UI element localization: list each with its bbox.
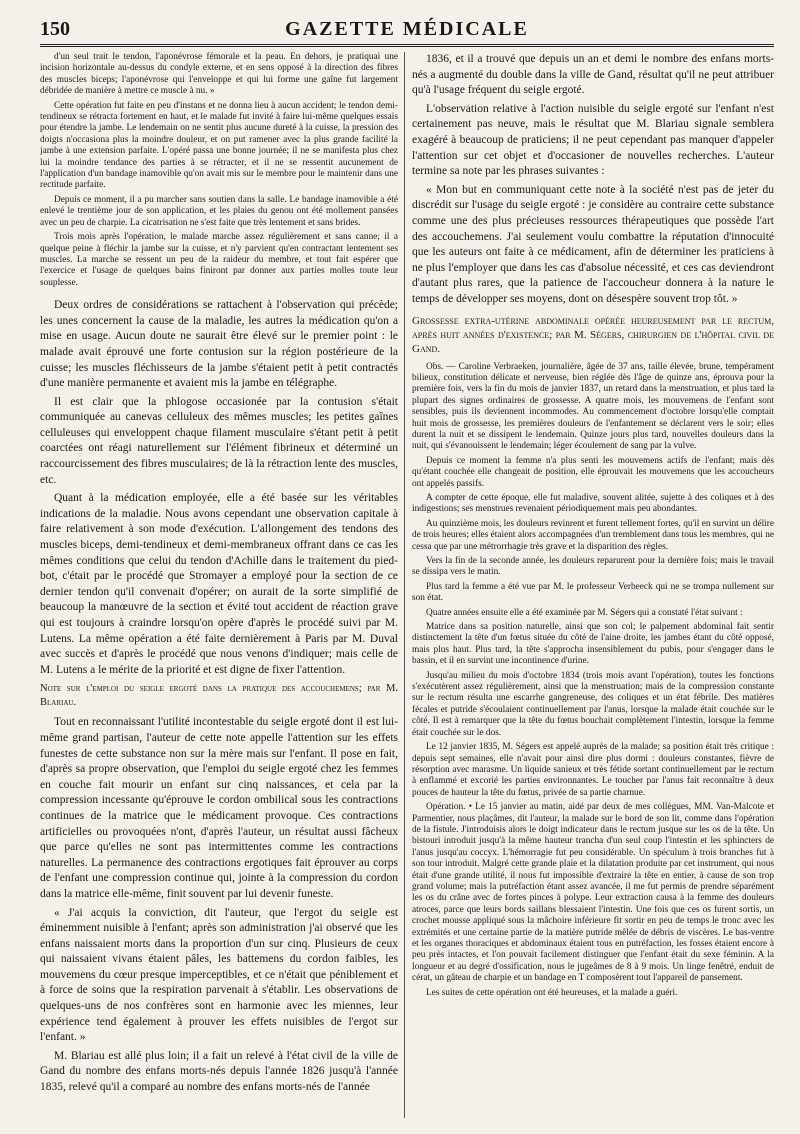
column-divider bbox=[404, 52, 405, 1118]
paragraph: M. Blariau est allé plus loin; il a fait un relevé à l'état civil de la ville de Gand du nombre des enfans morts-nés depuis l'année 1826 jusqu'à l'année 1835, relevé qu'il a comparé au nombre des enfans morts-nés de l'année bbox=[40, 1049, 398, 1094]
article-title-grossesse: Grossesse extra-utérine abdominale opérée heureusement par le rectum, après huit années d'existence; par M. Ségers, chirurgien de l'hôpital civil de Gand. bbox=[412, 314, 774, 355]
paragraph: Tout en reconnaissant l'utilité incontestable du seigle ergoté dont il est lui-même grand partisan, l'auteur de cette note appelle l'attention sur les effets funestes de cette substance non sur la mère mais sur l'enfant. Il pose en fait, d'après sa propre observation, que l'emploi du seigle ergoté chez les femmes en couche fait mourir un enfant sur cinq naissances, et cela par la compression incessante qu'éprouve le cordon ombilical sous les contractions continues de la matrice que le médicament provoque. Ces contractions artificielles ou provoquées n'ont, d'après l'auteur, un résultat aussi fâcheux que parce qu'elles ne sont pas intermittentes comme les contractions naturelles. La permanence des contractions ergotiques fait éprouver au corps de l'enfant une compression continue qui, jointe à la compression du cordon dans la matrice elle-même, finit souvent par lui devenir funeste. bbox=[40, 716, 398, 900]
newspaper-page bbox=[40, 18, 774, 1118]
paragraph: Jusqu'au milieu du mois d'octobre 1834 (trois mois avant l'opération), toutes les fonctions s'exécutèrent assez régulièrement, ainsi que la menstruation; mais de la compression constante sur le rectum résulta une escarrhe gangreneuse, des coliques et un état fébrile. Des matières fécales et putride s'écoulaient continuellement par l'anus, lorsque la malade était couchée sur le côté. Il est à remarquer que la tête du fœtus bouchait complètement l'intestin, lorsque la femme était couchée sur le dos. bbox=[412, 670, 774, 738]
paragraph: Obs. — Caroline Verbraeken, journalière, âgée de 37 ans, taille élevée, brune, tempérament bilieux, constitution délicate et nerveuse, bien réglée dès l'âge de quinze ans, éprouva pour la première fois, vers la fin du mois de janvier 1837, un retard dans la menstruation, et plus tard la plupart des signes ordinaires de grossesse. A quatre mois, les mouvemens de l'enfant sont sensibles, puis ils deviennent incommodes. Au commencement d'octobre lorsqu'elle comptait huit mois de grossesse, les premières douleurs de l'enfantement se déclarent vers le soir; elles durent la nuit et se dissipent le lendemain. Quinze jours plus tard, nouvelles douleurs dans la nuit, qui s'évanouissent le lendemain; léger écoulement de sang par la vulve. bbox=[412, 361, 774, 452]
page-number: 150 bbox=[40, 18, 70, 40]
paragraph: Vers la fin de la seconde année, les douleurs reparurent pour la dernière fois; mais le travail se dissipa vers le matin. bbox=[412, 556, 774, 578]
paragraph: Le 12 janvier 1835, M. Ségers est appelé auprès de la malade; sa position était très critique : depuis sept semaines, elle n'avait pour ainsi dire plus dormi : douleurs constantes, fièvre de résorption avec marasme. Un liquide sanieux et très fétide sortant continuellement par le rectum à enflammé et excorié les parties environnantes. Le toucher par l'anus fait reconnaître à deux pouces de hauteur la tête du fœtus, privée de sa partie charnue. bbox=[412, 742, 774, 798]
paragraph: Deux ordres de considérations se rattachent à l'observation qui précède; les unes concernent la cause de la maladie, les autres la médication qu'on a mise en usage. Aucun doute ne saurait être élevé sur le premier point : le malade avait éprouvé une forte contusion sur la région postérieure de la cuisse; les muscles fléchisseurs de la jambe s'étaient petit à petit contractés d'une manière permanente et avaient mis la jambe en télégraphe. bbox=[40, 299, 398, 390]
page-header bbox=[40, 18, 774, 47]
paragraph: Plus tard la femme a été vue par M. le professeur Verbeeck qui ne se trompa nullement sur son état. bbox=[412, 581, 774, 604]
paragraph: Opération. • Le 15 janvier au matin, aidé par deux de mes collègues, MM. Van-Malcote et Parmentier, nous plaçâmes, dit l'auteur, la malade sur le bord de son lit, comme dans l'opération de la fistule. J'introduisis alors le doigt indicateur dans le rectum jusque sur les os de la tête. Un bistouri introduit jusqu'à la même hauteur trancha d'un seul coup l'intestin et les sphincters de l'anus jusqu'au coccyx. L'hémorragie fut peu considérable. Un spéculum à trois branches fut à son tour introduit. Malgré cette grande plaie et la dilatation produite par cet instrument, qui nous était d'une grande utilité, il nous fut impossible d'extraire la tête en entier, à cause de son trop grand volume; mais la putréfaction étant assez avancée, il me fut permis de prendre séparément les os du crâne avec de fortes pinces à polype. Leur extraction causa à la femme des douleurs atroces, parce que leurs bords saillans blessaient l'intestin. Une fois que ces os furent sortis, un crochet mousse appliqué sous la mâchoire inférieure fit sortir en peu de temps le tronc avec les extrémités et une certaine partie de la matière putride mêlée de débris de viscères. Le bas-ventre et les organes thoraciques et abdominaux étaient tous en putréfaction, les fosses étaient encore à peu près intactes, et l'on pouvait facilement distinguer que l'enfant était du sexe féminin. A la longueur et au degré d'ossification, nous le jugeâmes de 8 à 9 mois. Un linge fenêtré, enduit de cérat, un gâteau de charpie et un bandage en T composèrent tout l'appareil de pansement. bbox=[412, 802, 774, 984]
paragraph: Quant à la médication employée, elle a été basée sur les véritables indications de la maladie. Nous avons cependant une observation capitale à faire relativement à son mode d'exécution. L'allongement des tendons des muscles biceps, demi-tendineux et demi-membraneux offrant dans ce cas les mêmes conditions que celui du tendon d'Achille dans le traitement du pied-bot, c'était par le procédé que Stromayer a employé pour la section de ce dernier tendon qu'il convenait d'opérer; on aurait de la sorte simplifié de beaucoup la manœuvre de la section et évité tout accident de réaction grave qui est toujours à craindre lorsqu'on opère d'après le procédé suivi par M. Lutens. La même opération a été faite dernièrement à Paris par M. Duval avec succès et d'après le procédé que nous venons d'indiquer; mais celle de M. Lutens a le mérite de la priorité et est digne de fixer l'attention. bbox=[40, 492, 398, 676]
article-columns bbox=[40, 52, 774, 1118]
article-title-seigle-ergote: Note sur l'emploi du seigle ergoté dans la pratique des accouchemens; par M. Blariau. bbox=[40, 683, 398, 709]
right-column bbox=[412, 52, 774, 1118]
paragraph: Quatre années ensuite elle a été examinée par M. Ségers qui a constaté l'état suivant : bbox=[426, 607, 743, 618]
journal-title: GAZETTE MÉDICALE bbox=[285, 18, 529, 40]
quote-paragraph: « Mon but en communiquant cette note à la société n'est pas de jeter du discrédit sur l'usage du seigle ergoté : je considère au contraire cette substance comme une des plus précieuses ressources thérapeutiques que possède l'art des accouchemens. J'ai seulement voulu combattre la réputation d'innocuité que les auteurs ont faite à ce médicament, afin de déterminer les praticiens à ne plus l'employer que dans les cas d'absolue nécessité, et ces cas deviendront d'autant plus rares, que la patience de l'accoucheur donnera à la nature le temps de développer ses moyens, dont on désespère souvent trop tôt. » bbox=[412, 183, 774, 305]
seigle-ergote-continuation bbox=[412, 52, 774, 308]
paragraph: L'observation relative à l'action nuisible du seigle ergoté sur l'enfant n'est certainement pas neuve, mais le résultat que M. Blariau signale semblera exagéré à beaucoup de praticiens; il ne peut cependant pas manquer d'appeler l'attention sur cet objet et d'occasioner de nouvelles recherches. L'auteur termine sa note par les phrases suivantes : bbox=[412, 102, 774, 178]
paragraph: Trois mois après l'opération, le malade marche assez régulièrement et sans canne; il a quelque peine à fléchir la jambe sur la cuisse, et n'y parvient qu'en contractant lentement ses muscles. La marche se ressent un peu de la raideur du membre, et tout fait espérer que l'exercice et l'usage de quelques bains finiront par donner aux parties molles toute leur souplesse. bbox=[40, 232, 398, 288]
paragraph: A compter de cette époque, elle fut maladive, souvent alitée, sujette à des coliques et à des indigestions; ses menstrues revenaient périodiquement mais peu abondantes. bbox=[412, 492, 774, 515]
left-column bbox=[40, 52, 398, 1118]
paragraph: Au quinzième mois, les douleurs revinrent et furent tellement fortes, qu'il en survint un délire de trois heures; elles étaient alors accompagnées d'un tremblement dans tous les membres, qui ne cessa que par une métrorrhagie très grave et la disparition des règles. bbox=[412, 518, 774, 552]
paragraph: Matrice dans sa position naturelle, ainsi que son col; le palpement abdominal fait sentir distinctement la tête d'un fœtus située du côté de l'aine droite, les jambes étant du côté opposé, mais plus haut. Plus tard, la tête s'approcha insensiblement du pubis, pour s'engager dans le bassin, et il en survint une incontinence d'urine. bbox=[412, 622, 774, 667]
paragraph: Depuis ce moment, il a pu marcher sans soutien dans la salle. Le bandage inamovible a été enlevé le trentième jour de son application, et les plaies du genou ont été mollement pansées avec un peu de charpie. La cicatrisation ne s'est faite que très lentement et sans brides. bbox=[40, 194, 398, 228]
paragraph: Il est clair que la phlogose occasionée par la contusion s'était communiquée au canevas celluleux des mêmes muscles; les petites gaînes celluleuses qui enveloppent chaque filament musculaire s'étant petit à petit coarctées ont réagi naturellement sur l'élément fibrineux et déterminé un raccourcissement des fibres musculaires; de là la rétraction lente des muscles, etc. bbox=[40, 395, 398, 486]
article-body-seigle-ergote bbox=[40, 715, 398, 1095]
paragraph: d'un seul trait le tendon, l'aponévrose fémorale et la peau. En dehors, je pratiquai une incision horizontale au-dessus du condyle externe, et en sens opposé à la direction des fibres des muscles biceps; l'aponévrose qui l'enveloppe et qui lui forme une gaîne fut largement débridée de manière à mettre ce muscle à nu. » bbox=[40, 52, 398, 97]
article-body-grossesse bbox=[412, 362, 774, 1000]
paragraph: Depuis ce moment la femme n'a plus senti les mouvemens actifs de l'enfant; mais dès qu'étant couchée elle changeait de position, elle éprouvait les mouvemens que les accoucheurs ont appelés passifs. bbox=[412, 455, 774, 489]
case-continuation bbox=[40, 52, 398, 289]
paragraph: Les suites de cette opération ont été heureuses, et la malade a guéri. bbox=[426, 987, 678, 998]
paragraph: 1836, et il a trouvé que depuis un an et demi le nombre des enfans morts-nés a augmenté du double dans la ville de Gand, résultat qu'il ne peut attribuer qu'à l'usage fréquent du seigle ergoté. bbox=[412, 53, 774, 97]
commentary bbox=[40, 298, 398, 678]
paragraph: Cette opération fut faite en peu d'instans et ne donna lieu à aucun accident; le tendon demi-tendineux se rétracta fortement en haut, et le malade fut invité à faire lui-même quelques essais pour étendre la jambe. Le lendemain on ne sentit plus aucune dureté à la cuisse, la pression des doigts n'occasiona plus la moindre douleur, et on put ramener avec la plus grande facilité la jambe à une extension parfaite. L'opéré passa une bonne journée; il ne se manifesta plus chez lui la moindre tendance des parties à se rétracter, et il ne se ressentit aucunement de l'application d'un bandage inamovible qu'on avait mis sur le membre pour le maintenir dans une rectitude parfaite. bbox=[40, 100, 398, 191]
paragraph: « J'ai acquis la conviction, dit l'auteur, que l'ergot du seigle est éminemment nuisible à l'enfant; après son administration j'ai observé que les enfans naissaient morts dans la proportion d'un sur cinq. Plusieurs de ceux qui naissaient vivans étaient pâles, les battemens du cordon faibles, les mouvemens du cœur presque imperceptibles, et ce n'était que péniblement et à force de soins que la respiration parvenait à s'établir. Les observations de quelques-uns de nos confrères sont en harmonie avec les miennes, leur expérience tend également à prouver les effets nuisibles de l'ergot sur l'enfant. » bbox=[40, 906, 398, 1044]
